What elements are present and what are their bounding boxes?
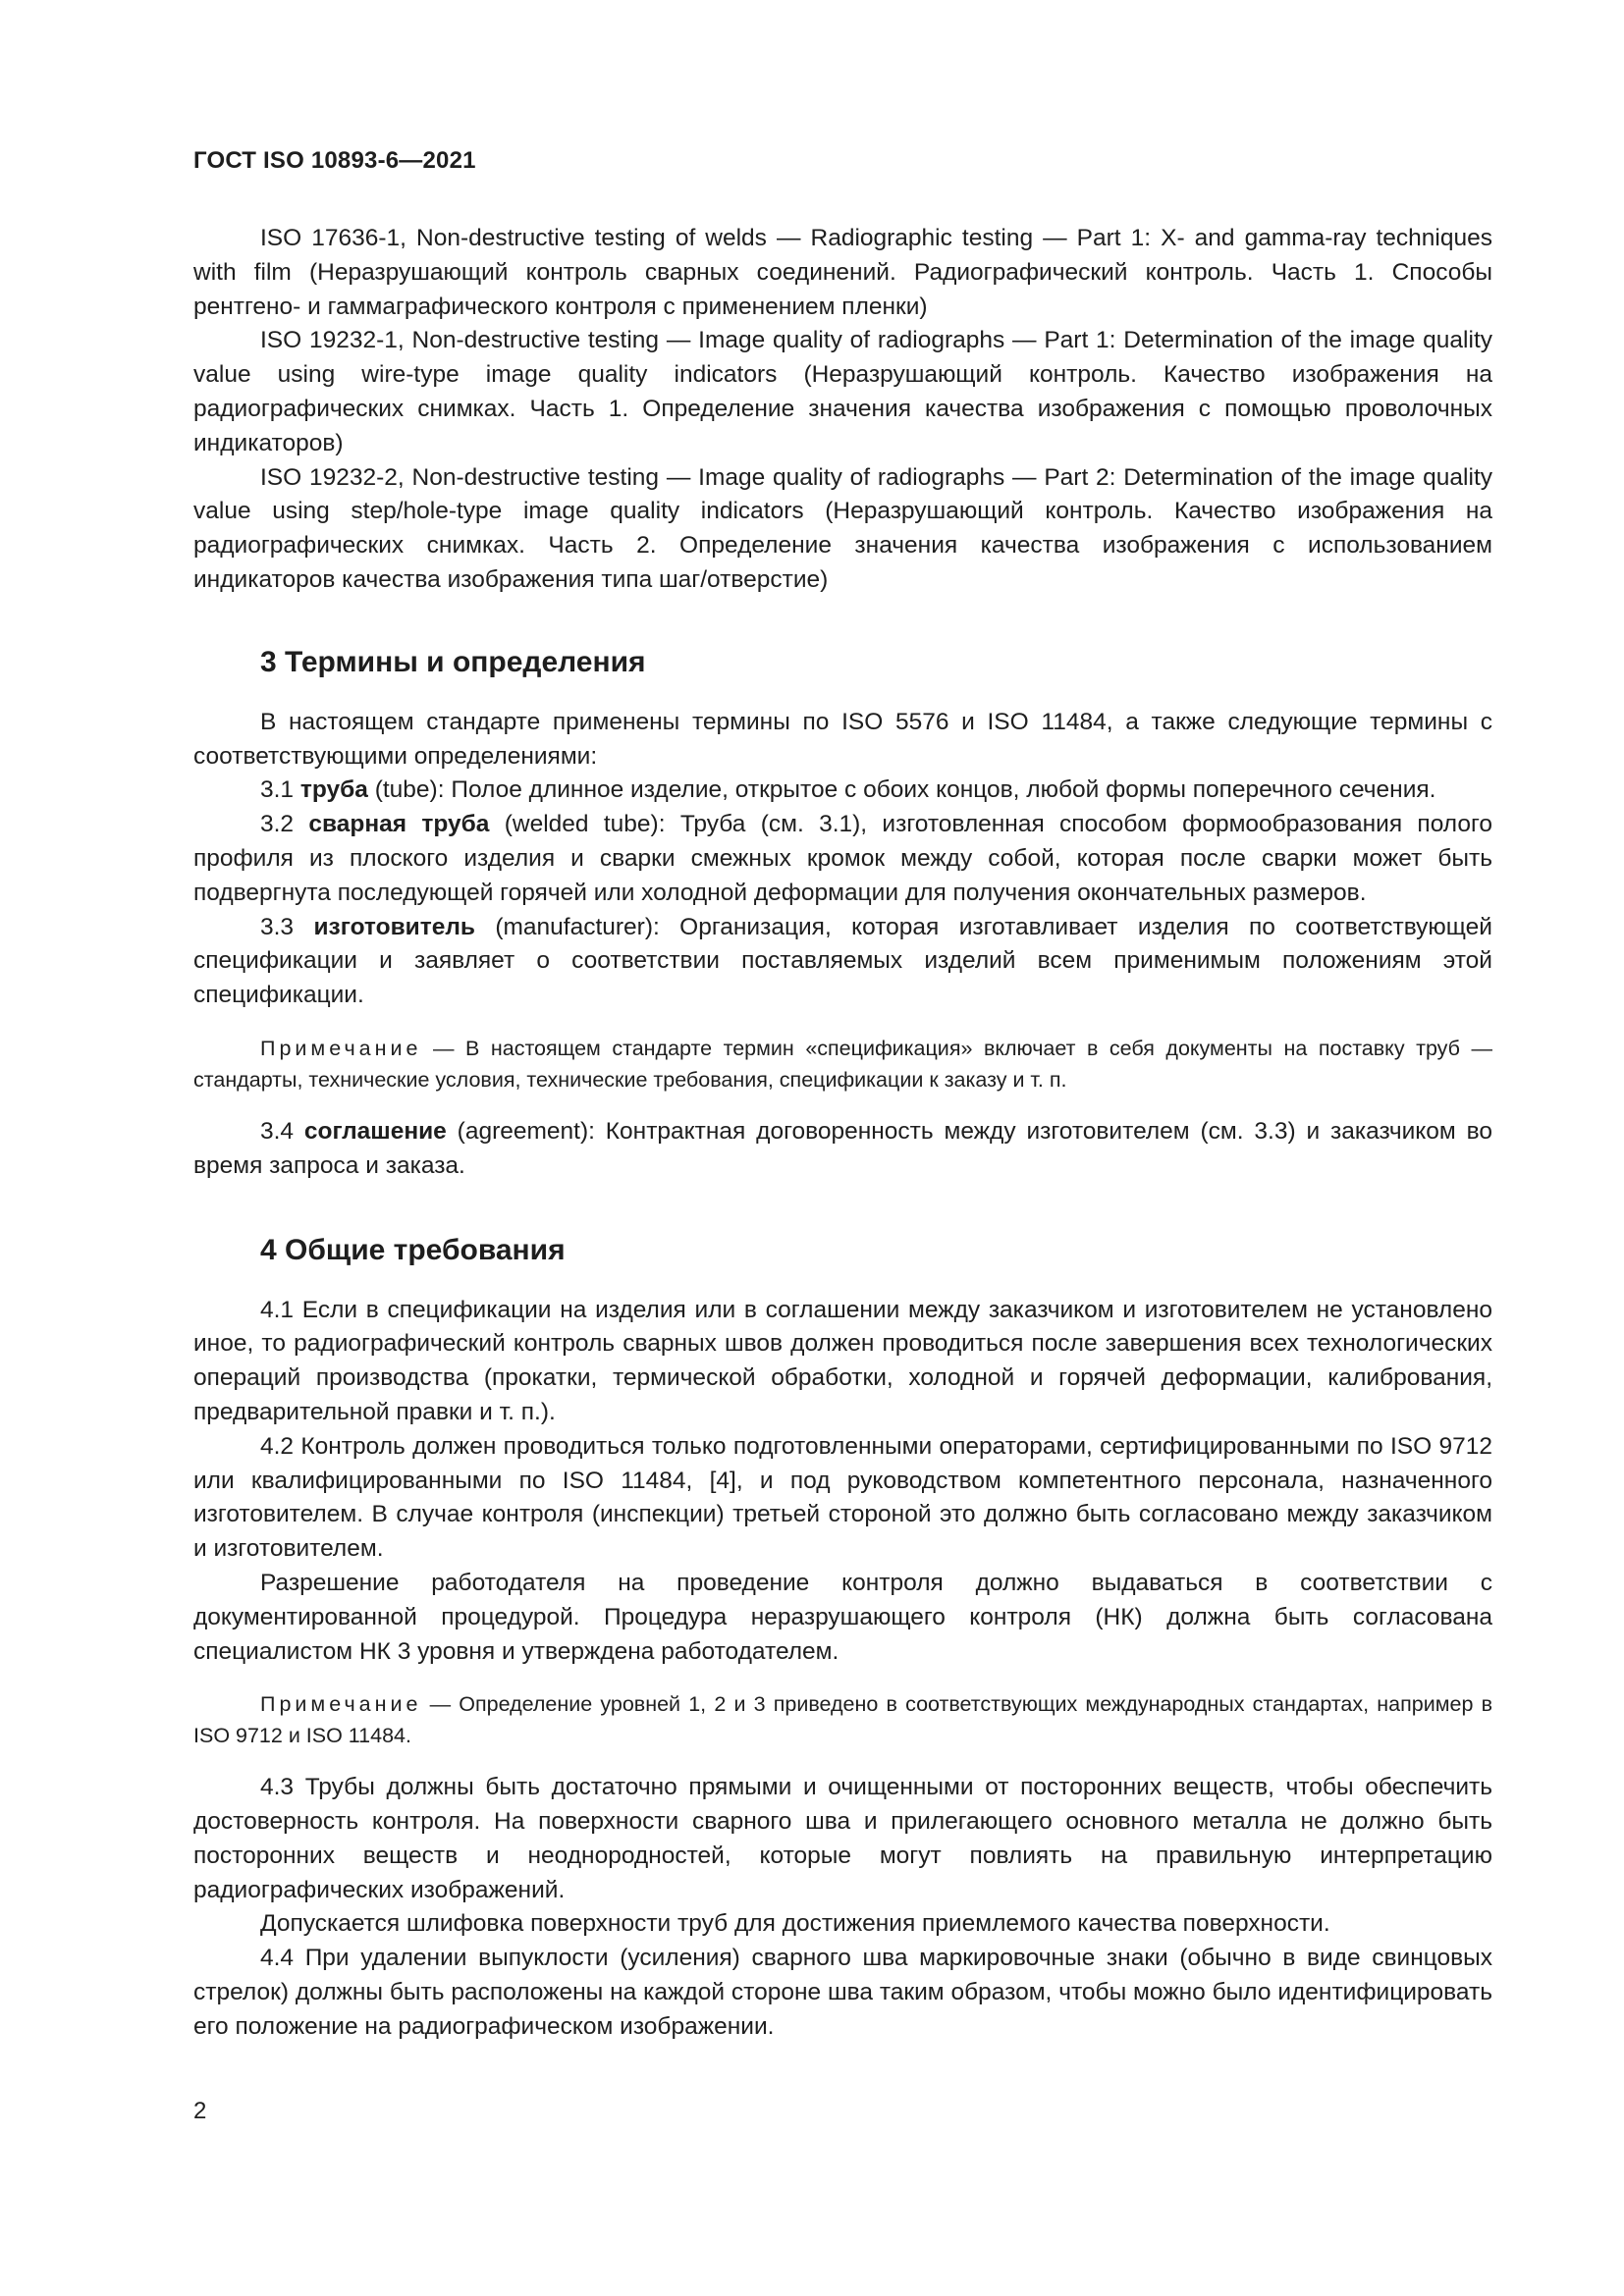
page-number: 2	[193, 2098, 207, 2124]
requirement-paragraph: 4.2 Контроль должен проводиться только подготовленными операторами, сертифицированными по ISO 9712 или квалифицированными по ISO 11484, [4], и под руководством компетентного персонала, назначенного изготовителем. В случае контроля (инспекции) третьей стороной это должно быть согласовано между заказчиком и изготовителем.	[193, 1432, 1492, 1563]
note-text: — Определение уровней 1, 2 и 3 приведено в соответствующих международных стандартах, например в ISO 9712 и ISO 11484.	[193, 1692, 1492, 1748]
section-3-note	[193, 1033, 1492, 1095]
term-definition	[193, 911, 1492, 1013]
requirement-paragraph: 4.3 Трубы должны быть достаточно прямыми и очищенными от посторонних веществ, чтобы обеспечить достоверность контроля. На поверхности сварного шва и прилегающего основного металла не должно быть посторонних веществ и неоднородностей, которые могут повлиять на правильную интерпретацию радиографических изображений.	[193, 1774, 1492, 1903]
section-3-intro: В настоящем стандарте применены термины по ISO 5576 и ISO 11484, а также следующие термины с соответствующими определениями:	[193, 708, 1492, 770]
term-name: сварная труба	[308, 811, 490, 838]
term-name: соглашение	[303, 1117, 447, 1145]
document-body	[193, 222, 1492, 2045]
term-number: 3.3	[260, 913, 295, 940]
section-4-heading: 4 Общие требования	[260, 1233, 566, 1266]
note-text: — В настоящем стандарте термин «спецификация» включает в себя документы на поставку труб — стандарты, технические условия, технические требования, спецификации к заказу и т. п.	[193, 1036, 1492, 1092]
term-name: труба	[299, 776, 368, 804]
requirement-paragraph: Разрешение работодателя на проведение контроля должно выдаваться в соответствии с документированной процедурой. Процедура неразрушающего контроля (НК) должна быть согласована специалистом НК 3 уровня и утверждена работодателем.	[193, 1569, 1492, 1665]
requirement-paragraph: 4.1 Если в спецификации на изделия или в соглашении между заказчиком и изготовителем не установлено иное, то радиографический контроль сварных швов должен проводиться после завершения всех технологических операций производства (прокатки, термической обработки, холодной и горячей деформации, калибрования, предварительной правки и т. п.).	[193, 1296, 1492, 1425]
term-name: изготовитель	[313, 913, 475, 940]
section-3-heading: 3 Термины и определения	[260, 645, 646, 678]
term-number: 3.1	[260, 776, 295, 804]
section-4-note	[193, 1688, 1492, 1751]
reference-entry: ISO 19232-1, Non-destructive testing — Image quality of radiographs — Part 1: Determination of the image quality value using wire-type image quality indicators (Неразрушающий контроль. Качество изображения на радиографических снимках. Часть 1. Определение значения качества изображения с помощью проволочных индикаторов)	[193, 327, 1492, 456]
note-label: Примечание	[260, 1692, 422, 1717]
term-text: (manufacturer): Организация, которая изготавливает изделия по соответствующей спецификации и заявляет о соответствии поставляемых изделий всем применимым положениям этой спецификации.	[193, 913, 1492, 1009]
term-definition	[193, 1115, 1492, 1184]
term-definition	[193, 808, 1492, 910]
term-text: (agreement): Контрактная договоренность между изготовителем (см. 3.3) и заказчиком во время запроса и заказа.	[193, 1117, 1492, 1179]
note-label: Примечание	[260, 1036, 422, 1060]
term-number: 3.4	[260, 1117, 295, 1145]
term-text: (tube): Полое длинное изделие, открытое с обоих концов, любой формы поперечного сечения.	[367, 776, 1436, 804]
reference-entry: ISO 19232-2, Non-destructive testing — Image quality of radiographs — Part 2: Determination of the image quality value using step/hole-type image quality indicators (Неразрушающий контроль. Качество изображения на радиографических снимках. Часть 2. Определение значения качества изображения с использованием индикаторов качества изображения типа шаг/отверстие)	[193, 463, 1492, 593]
document-header-code: ГОСТ ISO 10893-6—2021	[193, 147, 476, 174]
requirement-paragraph: 4.4 При удалении выпуклости (усиления) сварного шва маркировочные знаки (обычно в виде свинцовых стрелок) должны быть расположены на каждой стороне шва таким образом, чтобы можно было идентифицировать его положение на радиографическом изображении.	[193, 1945, 1492, 2040]
term-definition	[193, 774, 1492, 808]
reference-entry: ISO 17636-1, Non-destructive testing of welds — Radiographic testing — Part 1: X- and gamma-ray techniques with film (Неразрушающий контроль сварных соединений. Радиографический контроль. Часть 1. Способы рентгено- и гаммаграфического контроля с применением пленки)	[193, 225, 1492, 320]
term-text: (welded tube): Труба (см. 3.1), изготовленная способом формообразования полого профиля из плоского изделия и сварки смежных кромок между собой, которая после сварки может быть подвергнута последующей горячей или холодной деформации для получения окончательных размеров.	[193, 811, 1492, 906]
term-number: 3.2	[260, 811, 295, 838]
requirement-paragraph: Допускается шлифовка поверхности труб для достижения приемлемого качества поверхности.	[260, 1910, 1330, 1938]
